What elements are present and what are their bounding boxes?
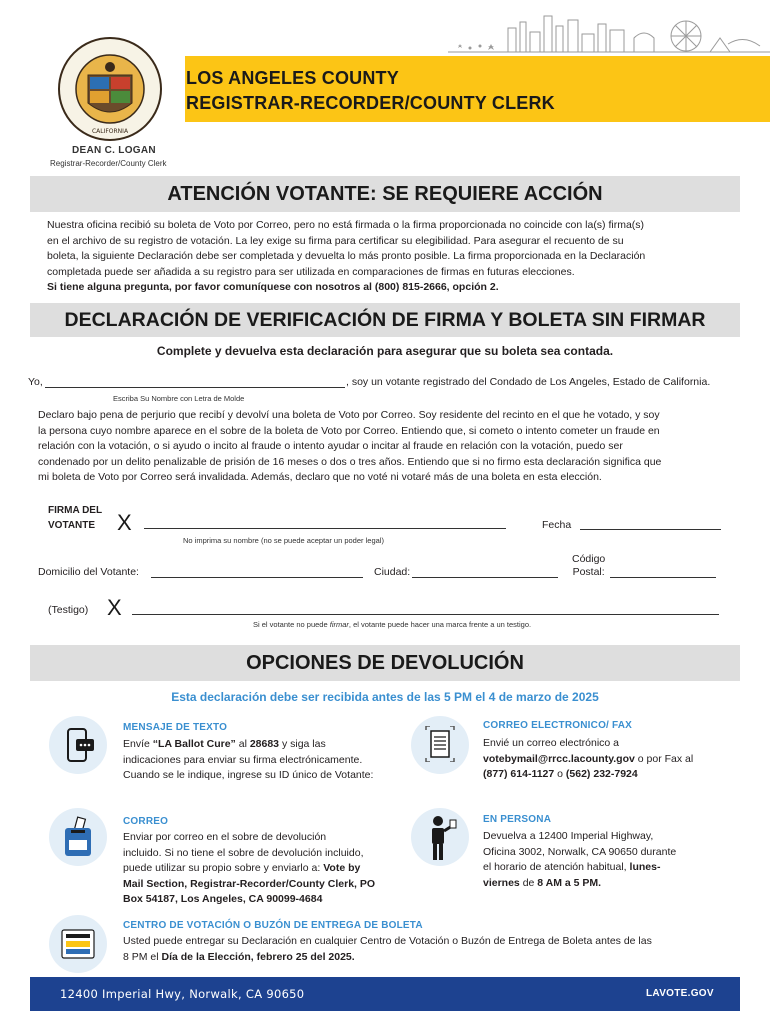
declaration-subheading: Complete y devuelva esta declaración para asegurar que su boleta sea contada. — [156, 344, 614, 358]
in-person-body — [483, 829, 676, 891]
svg-text:CALIFORNIA: CALIFORNIA — [91, 128, 129, 135]
header-title — [186, 66, 555, 116]
county-seal-logo — [58, 37, 162, 141]
name-input-line[interactable] — [45, 387, 345, 388]
text-message-shortcode: 28683 — [249, 738, 280, 750]
official-name: DEAN C. LOGAN — [72, 145, 156, 156]
text-message-follow: y siga las — [279, 738, 326, 750]
vote-center-body — [123, 934, 652, 965]
election-day-date: Día de la Elección, febrero 25 del 2025. — [161, 950, 355, 963]
city-label: Ciudad: — [374, 566, 411, 578]
email-fax-line1: Envié un correo electrónico a — [483, 737, 619, 749]
ballot-dropbox-icon — [60, 928, 96, 960]
mail-line3: puede utilizar su propio sobre y enviarlo a: — [123, 862, 324, 874]
signature-line[interactable] — [144, 528, 506, 529]
email-address-link[interactable]: votebymail@rrcc.lacounty.gov — [483, 752, 635, 765]
notice-contact: Si tiene alguna pregunta, por favor comuníquese con nosotros al (800) 815-2666, opción 2. — [47, 281, 499, 293]
witness-hint — [253, 620, 531, 629]
mail-body — [123, 830, 375, 908]
text-message-line3: Cuando se le indique, ingrese su ID único de Votante: — [123, 769, 374, 781]
in-person-days-end: viernes — [483, 876, 520, 889]
declaration-line: mi boleta de Voto por Correo será invalidada. Además, declaro que no voté ni votaré más de una boleta en esta elección. — [38, 471, 602, 483]
footer-website-link[interactable]: LAVOTE.GOV — [646, 988, 714, 999]
text-message-send: Envíe — [123, 738, 153, 750]
mail-line4: Mail Section, Registrar-Recorder/County Clerk, PO — [123, 877, 376, 890]
header-title-line2: REGISTRAR-RECORDER/COUNTY CLERK — [186, 93, 555, 113]
footer-address: 12400 Imperial Hwy, Norwalk, CA 90650 — [60, 987, 305, 1001]
document-icon — [424, 726, 456, 762]
options-heading: OPCIONES DE DEVOLUCIÓN — [30, 645, 740, 681]
mail-line1: Enviar por correo en el sobre de devolución — [123, 831, 327, 843]
text-message-keyword: “LA Ballot Cure” — [152, 738, 236, 750]
official-role: Registrar-Recorder/County Clerk — [50, 159, 167, 168]
witness-line[interactable] — [132, 614, 719, 615]
signature-hint: No imprima su nombre (no se puede aceptar un poder legal) — [183, 536, 384, 545]
witness-x-mark: X — [107, 595, 122, 620]
witness-hint-text-end: , el votante puede hacer una marca frente a un testigo. — [348, 620, 532, 629]
zip-line[interactable] — [610, 577, 716, 578]
address-label: Domicilio del Votante: — [38, 566, 139, 578]
return-deadline: Esta declaración debe ser recibida antes de las 5 PM el 4 de marzo de 2025 — [171, 690, 599, 704]
witness-hint-emphasis: firmar — [329, 620, 349, 629]
zip-label-line1: Código — [572, 553, 606, 565]
text-message-title: MENSAJE DE TEXTO — [123, 722, 228, 733]
in-person-line2: Oficina 3002, Norwalk, CA 90650 durante — [483, 845, 677, 858]
date-line[interactable] — [580, 529, 721, 530]
declaration-line: la persona cuyo nombre aparece en el sobre de la boleta de Voto por Correo. Entiendo que, si cometo o intento cometer un fraude en — [38, 424, 660, 437]
notice-body — [47, 218, 747, 296]
name-hint: Escriba Su Nombre con Letra de Molde — [113, 394, 245, 403]
mail-line5: Box 54187, Los Angeles, CA 90099-4684 — [123, 893, 323, 905]
vote-center-title: CENTRO DE VOTACIÓN O BUZÓN DE ENTREGA DE BOLETA — [123, 920, 423, 931]
yo-suffix: , soy un votante registrado del Condado de Los Angeles, Estado de California. — [346, 376, 711, 388]
witness-label: (Testigo) — [48, 604, 89, 616]
yo-prefix: Yo, — [28, 376, 43, 388]
email-fax-body — [483, 736, 693, 783]
in-person-line1: Devuelva a 12400 Imperial Highway, — [483, 830, 654, 842]
notice-line: en el archivo de su registro de votación. La ley exige su firma para certificar su elegibilidad. Para asegurar el recuento de su — [47, 234, 624, 247]
notice-line: completada puede ser añadida a su registro para ser utilizada en comparaciones de firmas en futuras elecciones. — [47, 265, 575, 278]
signature-x-mark: X — [117, 510, 132, 535]
declaration-line: Declaro bajo pena de perjurio que recibí y devolví una boleta de Voto por Correo. Soy residente del recinto en el que he votado, y soy — [38, 409, 660, 421]
email-fax-or: o por Fax al — [634, 752, 694, 765]
declaration-line: relación con la votación, o si ayudo o incito al fraude o intento ayudar o incitar al fraude en relación con la votación, puedo ser — [38, 440, 623, 452]
in-person-from: de — [519, 876, 538, 889]
declaration-line: condenado por un delito penalizable de prisión de 16 meses o dos o tres años. Entiendo que si no firmo esta declaración significa que — [38, 455, 662, 468]
email-fax-title: CORREO ELECTRONICO/ FAX — [483, 720, 633, 731]
fax-number-2: (562) 232-7924 — [565, 768, 638, 780]
city-line[interactable] — [412, 577, 558, 578]
notice-heading: ATENCIÓN VOTANTE: SE REQUIERE ACCIÓN — [30, 176, 740, 212]
mail-title: CORREO — [123, 816, 169, 827]
witness-hint-text: Si el votante no puede — [253, 620, 330, 629]
mail-line3-bold: Vote by — [323, 862, 361, 874]
fax-number-1: (877) 614-1127 — [483, 768, 555, 780]
address-line[interactable] — [151, 577, 363, 578]
zip-label — [572, 553, 605, 579]
la-skyline-illustration — [448, 8, 770, 56]
date-label: Fecha — [542, 519, 572, 531]
signature-label-line1: FIRMA DEL — [48, 505, 103, 516]
signature-label-line2: VOTANTE — [48, 520, 96, 531]
in-person-days-start: lunes- — [629, 861, 661, 873]
in-person-line3: el horario de atención habitual, — [483, 861, 630, 873]
person-icon — [424, 814, 458, 862]
in-person-title: EN PERSONA — [483, 814, 552, 825]
text-message-to: al — [235, 738, 250, 750]
text-message-body — [123, 737, 373, 784]
mailbox-icon — [62, 816, 94, 858]
phone-icon — [62, 727, 96, 763]
declaration-heading: DECLARACIÓN DE VERIFICACIÓN DE FIRMA Y BOLETA SIN FIRMAR — [30, 303, 740, 337]
notice-line: boleta, la siguiente Declaración debe ser completada y devuelta lo más pronto posible. La firma proporcionada en la Declaración — [47, 250, 646, 262]
text-message-line2: indicaciones para enviar su firma electrónicamente. — [123, 753, 363, 766]
header-title-line1: LOS ANGELES COUNTY — [186, 68, 399, 88]
notice-line: Nuestra oficina recibió su boleta de Voto por Correo, pero no está firmada o la firma proporcionada no coincide con la(s) firma(s) — [47, 219, 645, 231]
fax-or: o — [554, 768, 566, 780]
zip-label-line2: Postal: — [572, 566, 605, 578]
vote-center-line1: Usted puede entregar su Declaración en cualquier Centro de Votación o Buzón de Entrega de Boleta antes de las — [123, 935, 652, 947]
mail-line2: incluido. Si no tiene el sobre de devolución incluido, — [123, 846, 364, 859]
in-person-hours: 8 AM a 5 PM. — [537, 876, 602, 889]
declaration-body — [38, 408, 743, 486]
vote-center-line2: 8 PM el — [123, 950, 162, 963]
signature-label — [48, 503, 102, 533]
